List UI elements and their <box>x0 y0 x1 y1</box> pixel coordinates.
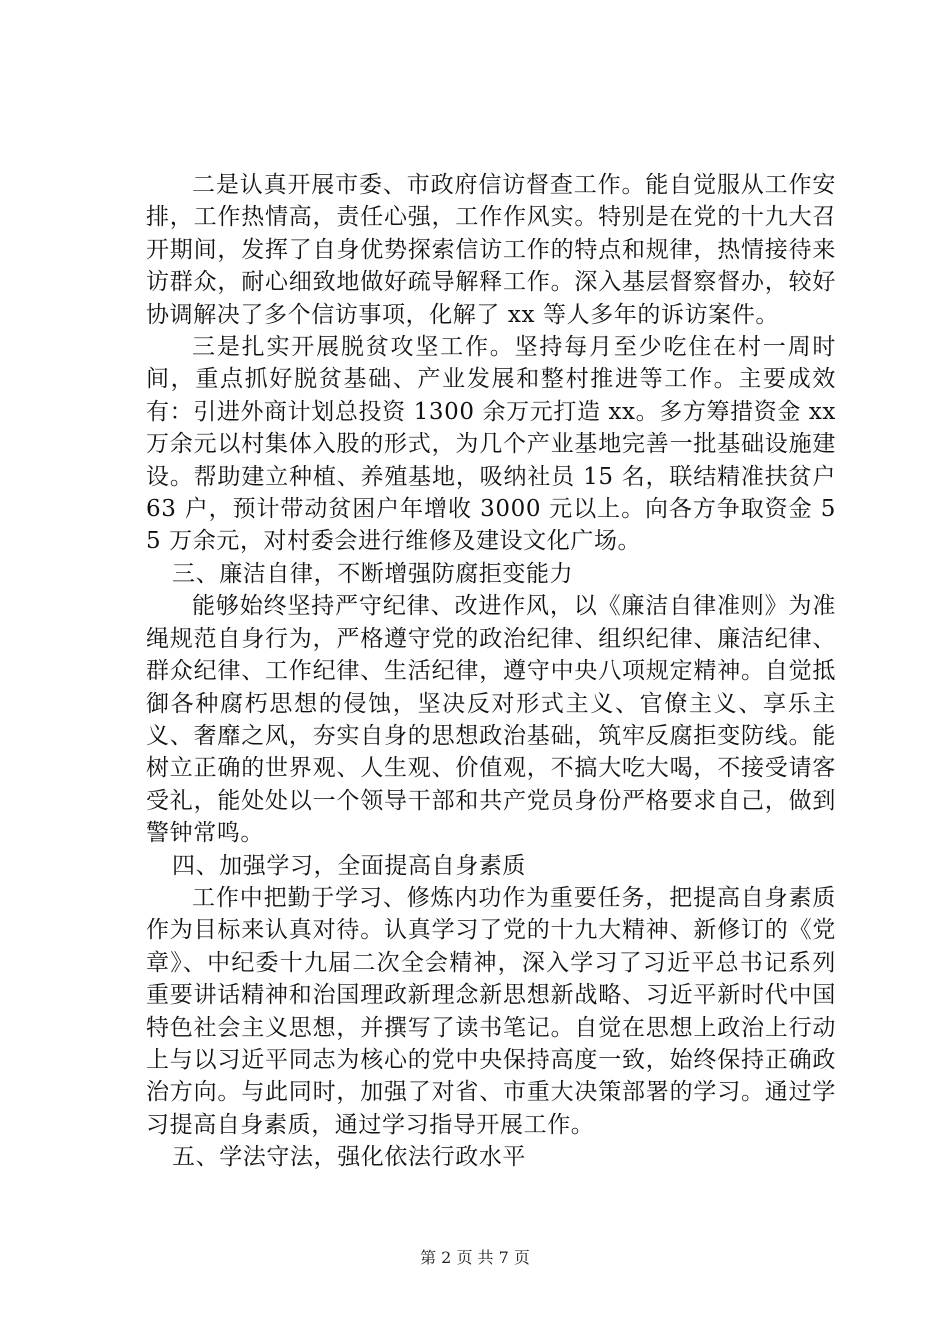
paragraph-poverty-alleviation: 三是扎实开展脱贫攻坚工作。坚持每月至少吃住在村一周时间，重点抓好脱贫基础、产业发展和整村推进等工作。主要成效有：引进外商计划总投资 1300 余万元打造 xx。多方筹措资金 xx 万余元以村集体入股的形式，为几个产业基地完善一批基础设施建设。帮助建立种植、养殖基地，吸纳社员 15 名，联结精准扶贫户 63 户，预计带动贫困户年增收 3000 元以上。向各方争取资金 55 万余元，对村委会进行维修及建设文化广场。 <box>146 334 836 555</box>
paragraph-integrity: 能够始终坚持严守纪律、改进作风，以《廉洁自律准则》为准绳规范自身行为，严格遵守党的政治纪律、组织纪律、廉洁纪律、群众纪律、工作纪律、生活纪律，遵守中央八项规定精神。自觉抵御各种腐朽思想的侵蚀，坚决反对形式主义、官僚主义、享乐主义、奢靡之风，夯实自身的思想政治基础，筑牢反腐拒变防线。能树立正确的世界观、人生观、价值观，不搞大吃大喝，不接受请客受礼，能处处以一个领导干部和共产党员身份严格要求自己，做到警钟常鸣。 <box>146 593 836 847</box>
paragraph-study: 工作中把勤于学习、修炼内功作为重要任务，把提高自身素质作为目标来认真对待。认真学习了党的十九大精神、新修订的《党章》、中纪委十九届二次全会精神，深入学习了习近平总书记系列重要讲话精神和治国理政新理念新思想新战略、习近平新时代中国特色社会主义思想，并撰写了读书笔记。自觉在思想上政治上行动上与以习近平同志为核心的党中央保持高度一致，始终保持正确政治方向。与此同时，加强了对省、市重大决策部署的学习。通过学习提高自身素质，通过学习指导开展工作。 <box>146 884 836 1138</box>
section-heading-integrity: 三、廉洁自律，不断增强防腐拒变能力 <box>172 560 574 587</box>
paragraph-petition-supervision: 二是认真开展市委、市政府信访督查工作。能自觉服从工作安排，工作热情高，责任心强，工作作风实。特别是在党的十九大召开期间，发挥了自身优势探索信访工作的特点和规律，热情接待来访群众，耐心细致地做好疏导解释工作。深入基层督察督办，较好协调解决了多个信访事项，化解了 xx 等人多年的诉访案件。 <box>146 172 836 328</box>
page-number-footer: 第 2 页 共 7 页 <box>420 1248 530 1267</box>
document-body <box>146 169 836 1174</box>
section-heading-study: 四、加强学习，全面提高自身素质 <box>172 852 526 879</box>
section-heading-law: 五、学法守法，强化依法行政水平 <box>172 1144 526 1171</box>
